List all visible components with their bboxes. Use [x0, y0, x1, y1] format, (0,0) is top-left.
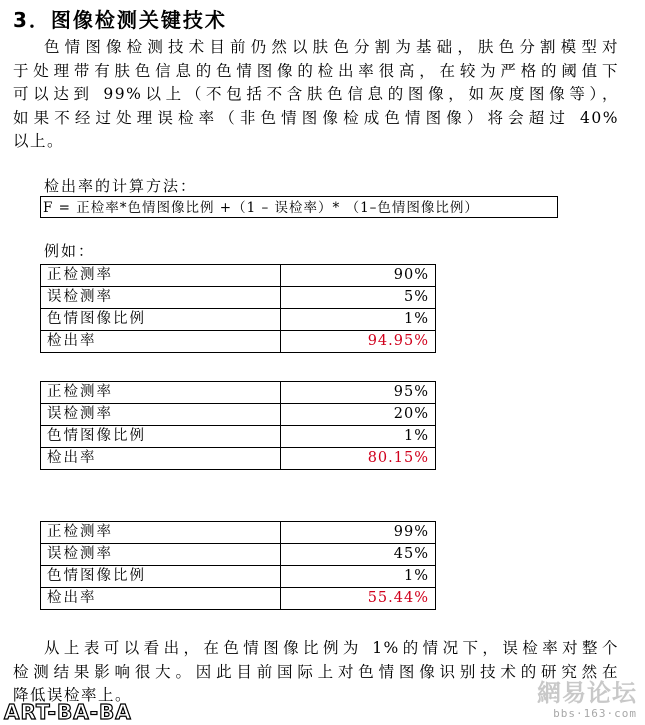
- netease-forum-watermark: [537, 680, 637, 720]
- table-row: [41, 544, 436, 566]
- conclusion-line: 检测结果影响很大。因此目前国际上对色情图像识别技术的研究然在: [13, 662, 619, 681]
- table-row: [41, 588, 436, 610]
- intro-line: 色情图像检测技术目前仍然以肤色分割为基础，肤色分割模型对: [44, 38, 619, 56]
- watermark-logo: 網易论坛: [537, 679, 637, 707]
- row-value: 90%: [281, 265, 436, 287]
- table-row: [41, 331, 436, 353]
- corner-logo: ART-BA-BA: [4, 700, 132, 724]
- row-label: 色情图像比例: [41, 309, 281, 331]
- example-table-1: [40, 264, 436, 353]
- conclusion-paragraph: [13, 637, 619, 708]
- section-heading: 3．图像检测关键技术: [13, 8, 227, 32]
- table-row: [41, 426, 436, 448]
- row-value: 95%: [281, 382, 436, 404]
- row-value: 1%: [281, 426, 436, 448]
- table-row: [41, 309, 436, 331]
- intro-line: 以上。: [13, 132, 65, 150]
- detection-rate-value: 80.15%: [281, 448, 436, 470]
- row-value: 20%: [281, 404, 436, 426]
- example-table-3: [40, 521, 436, 610]
- row-label: 误检测率: [41, 544, 281, 566]
- table-row: [41, 265, 436, 287]
- table-row: [41, 448, 436, 470]
- detection-rate-value: 94.95%: [281, 331, 436, 353]
- row-label: 正检测率: [41, 265, 281, 287]
- intro-line: 于处理带有肤色信息的色情图像的检出率很高，在较为严格的阈值下: [13, 61, 619, 80]
- row-label: 误检测率: [41, 287, 281, 309]
- row-value: 1%: [281, 566, 436, 588]
- row-label: 检出率: [41, 448, 281, 470]
- row-label: 正检测率: [41, 522, 281, 544]
- intro-line: 可以达到 99%以上（不包括不含肤色信息的图像，如灰度图像等），: [13, 85, 619, 103]
- intro-line: 如果不经过处理误检率（非色情图像检成色情图像）将会超过 40%: [13, 108, 619, 127]
- table-row: [41, 566, 436, 588]
- formula-caption: 检出率的计算方法：: [44, 177, 198, 195]
- row-value: 5%: [281, 287, 436, 309]
- formula-box: F = 正检率*色情图像比例 +（1 – 误检率）* （1–色情图像比例）: [40, 196, 558, 218]
- conclusion-line: 从上表可以看出，在色情图像比例为 1%的情况下，误检率对整个: [44, 639, 619, 657]
- conclusion-line: 降低误检率上。: [13, 686, 133, 704]
- row-label: 色情图像比例: [41, 566, 281, 588]
- table-row: [41, 404, 436, 426]
- intro-paragraph: [13, 36, 619, 154]
- row-label: 检出率: [41, 331, 281, 353]
- detection-rate-value: 55.44%: [281, 588, 436, 610]
- table-row: [41, 522, 436, 544]
- row-label: 正检测率: [41, 382, 281, 404]
- row-value: 1%: [281, 309, 436, 331]
- example-table-2: [40, 381, 436, 470]
- table-row: [41, 382, 436, 404]
- row-label: 色情图像比例: [41, 426, 281, 448]
- row-label: 检出率: [41, 588, 281, 610]
- row-value: 45%: [281, 544, 436, 566]
- row-value: 99%: [281, 522, 436, 544]
- row-label: 误检测率: [41, 404, 281, 426]
- watermark-url: bbs·163·com: [553, 707, 637, 720]
- table-row: [41, 287, 436, 309]
- example-caption: 例如：: [44, 242, 96, 260]
